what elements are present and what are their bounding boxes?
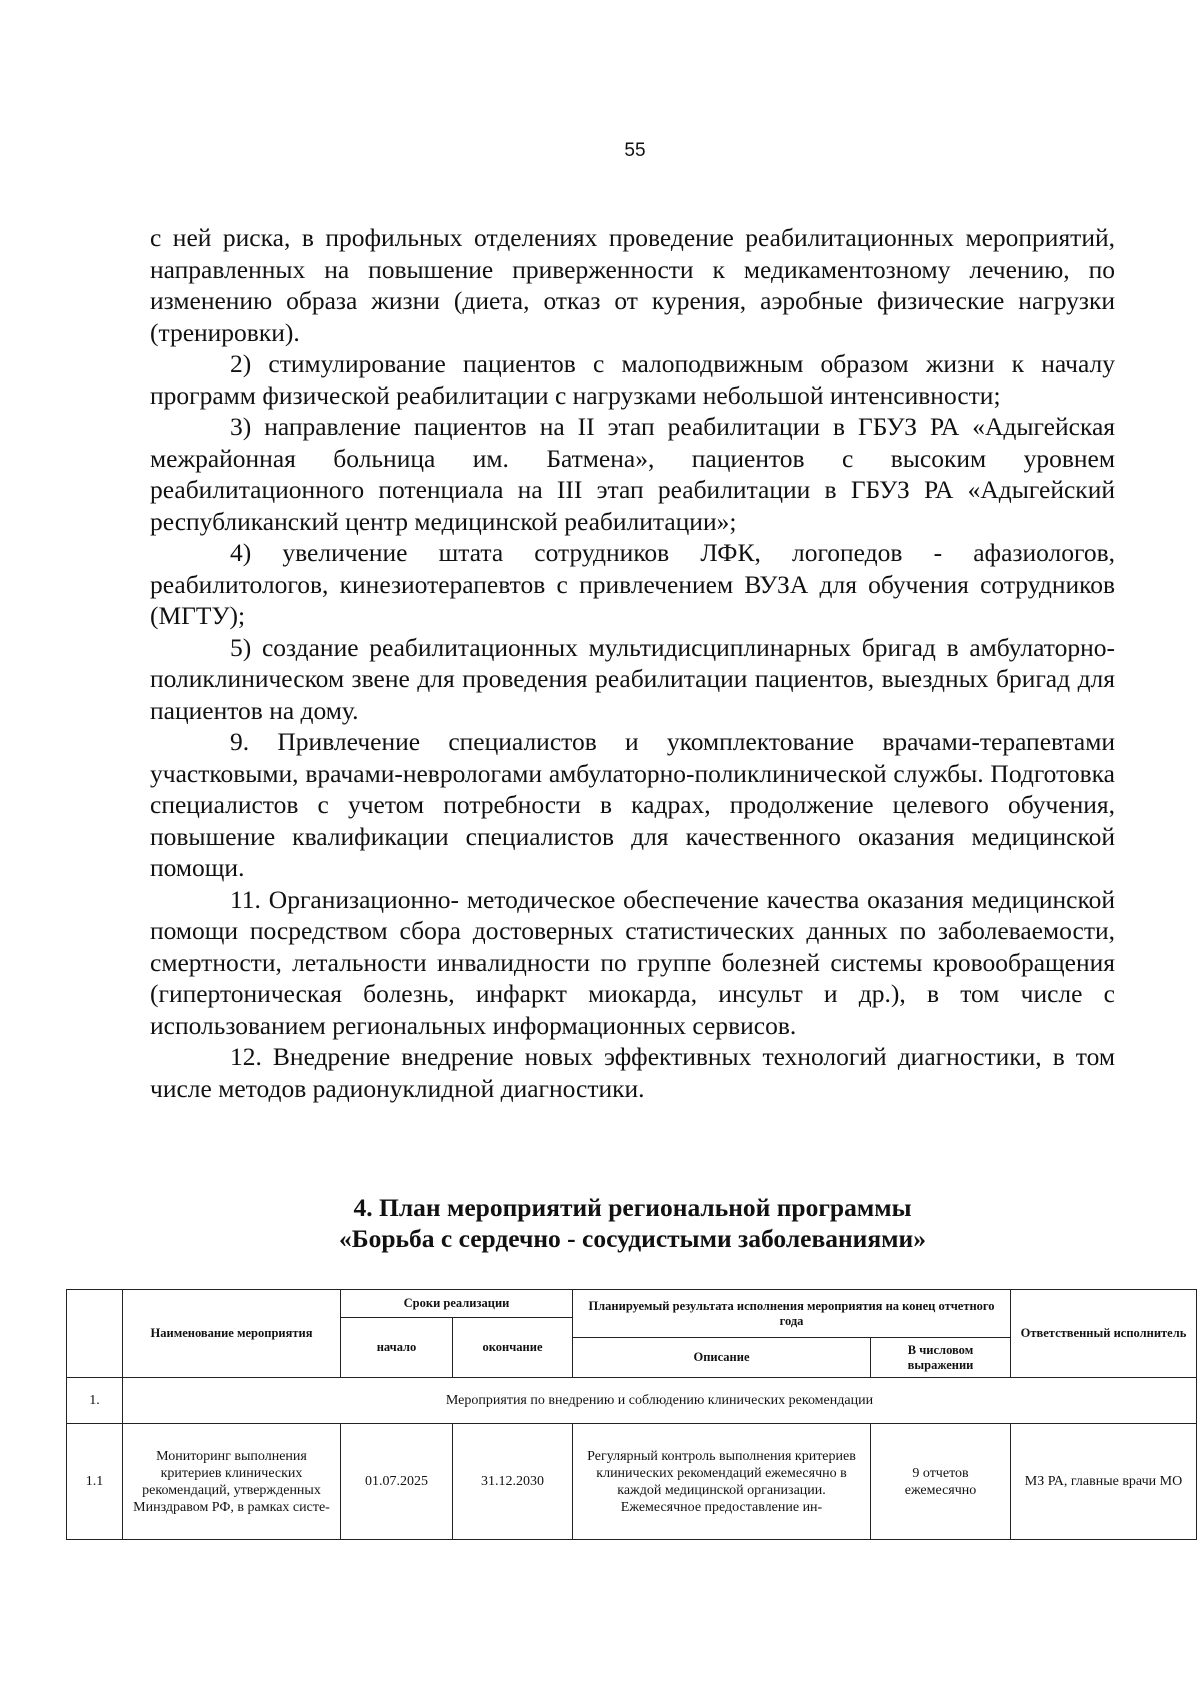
section-title-line-2: «Борьба с сердечно - сосудистыми заболеваниями»: [339, 1224, 926, 1253]
header-terms: Сроки реализации: [341, 1290, 573, 1318]
paragraph: 2) стимулирование пациентов с малоподвижным образом жизни к началу программ физической реабилитации с нагрузками небольшой интенсивности;: [150, 349, 1115, 410]
row-number: 1.1: [67, 1424, 123, 1540]
section-number: 1.: [67, 1378, 123, 1424]
section-title: [150, 1192, 1115, 1254]
row-description: Регулярный контроль выполнения критериев клинических рекомендаций ежемесячно в каждой медицинской организации. Ежемесячное предоставление ин-: [573, 1424, 871, 1540]
header-end: окончание: [453, 1318, 573, 1378]
paragraph: 5) создание реабилитационных мультидисциплинарных бригад в амбулаторно- поликлиническом звене для проведения реабилитации пациентов, выездных бригад для пациентов на дому.: [150, 632, 1115, 725]
row-responsible: МЗ РА, главные врачи МО: [1011, 1424, 1197, 1540]
paragraph: 4) увеличение штата сотрудников ЛФК, логопедов - афазиологов, реабилитологов, кинезиотерапевтов с привлечением ВУЗА для обучения сотрудников (МГТУ);: [150, 538, 1115, 630]
header-planned-result: Планируемый результата исполнения мероприятия на конец отчетного года: [573, 1290, 1011, 1338]
plan-table: [66, 1289, 1197, 1540]
header-start: начало: [341, 1318, 453, 1378]
row-name: Мониторинг выполнения критериев клинических рекомендаций, утвержденных Минздравом РФ, в рамках систе-: [123, 1424, 341, 1540]
row-end: 31.12.2030: [453, 1424, 573, 1540]
row-numeric: 9 отчетов ежемесячно: [871, 1424, 1011, 1540]
row-start: 01.07.2025: [341, 1424, 453, 1540]
paragraph: 3) направление пациентов на II этап реабилитации в ГБУЗ РА «Адыгейская межрайонная больница им. Батмена», пациентов с высоким уровнем реабилитационного потенциала на III этап реабилитации в ГБУЗ РА «Адыгейский республиканский центр медицинской реабилитации»;: [150, 412, 1115, 536]
paragraph: 12. Внедрение внедрение новых эффективных технологий диагностики, в том числе методов радионуклидной диагностики.: [150, 1042, 1115, 1103]
table-section-row: [67, 1378, 1197, 1424]
section-row-title: Мероприятия по внедрению и соблюдению клинических рекомендации: [123, 1378, 1197, 1424]
paragraph: с ней риска, в профильных отделениях проведение реабилитационных мероприятий, направленных на повышение приверженности к медикаментозному лечению, по изменению образа жизни (диета, отказ от курения, аэробные физические нагрузки (тренировки).: [150, 223, 1115, 347]
header-numeric: В числовом выражении: [871, 1338, 1011, 1378]
header-responsible: Ответственный исполнитель: [1011, 1290, 1197, 1378]
header-number: [67, 1290, 123, 1378]
body-text: [150, 222, 1115, 1104]
header-name: Наименование мероприятия: [123, 1290, 341, 1378]
paragraph: 11. Организационно- методическое обеспечение качества оказания медицинской помощи посредством сбора достоверных статистических данных по заболеваемости, смертности, летальности инвалидности по группе болезней системы кровообращения (гипертоническая болезнь, инфаркт миокарда, инсульт и др.), в том числе с использованием региональных информационных сервисов.: [150, 884, 1115, 1040]
header-description: Описание: [573, 1338, 871, 1378]
table-row: [67, 1424, 1197, 1540]
paragraph: 9. Привлечение специалистов и укомплектование врачами-терапевтами участковыми, врачами-неврологами амбулаторно-поликлинической службы. Подготовка специалистов с учетом потребности в кадрах, продолжение целевого обучения, повышение квалификации специалистов для качественного оказания медицинской помощи.: [150, 727, 1115, 882]
page-number: 55: [624, 140, 646, 161]
section-title-line-1: 4. План мероприятий региональной программы: [353, 1193, 912, 1222]
